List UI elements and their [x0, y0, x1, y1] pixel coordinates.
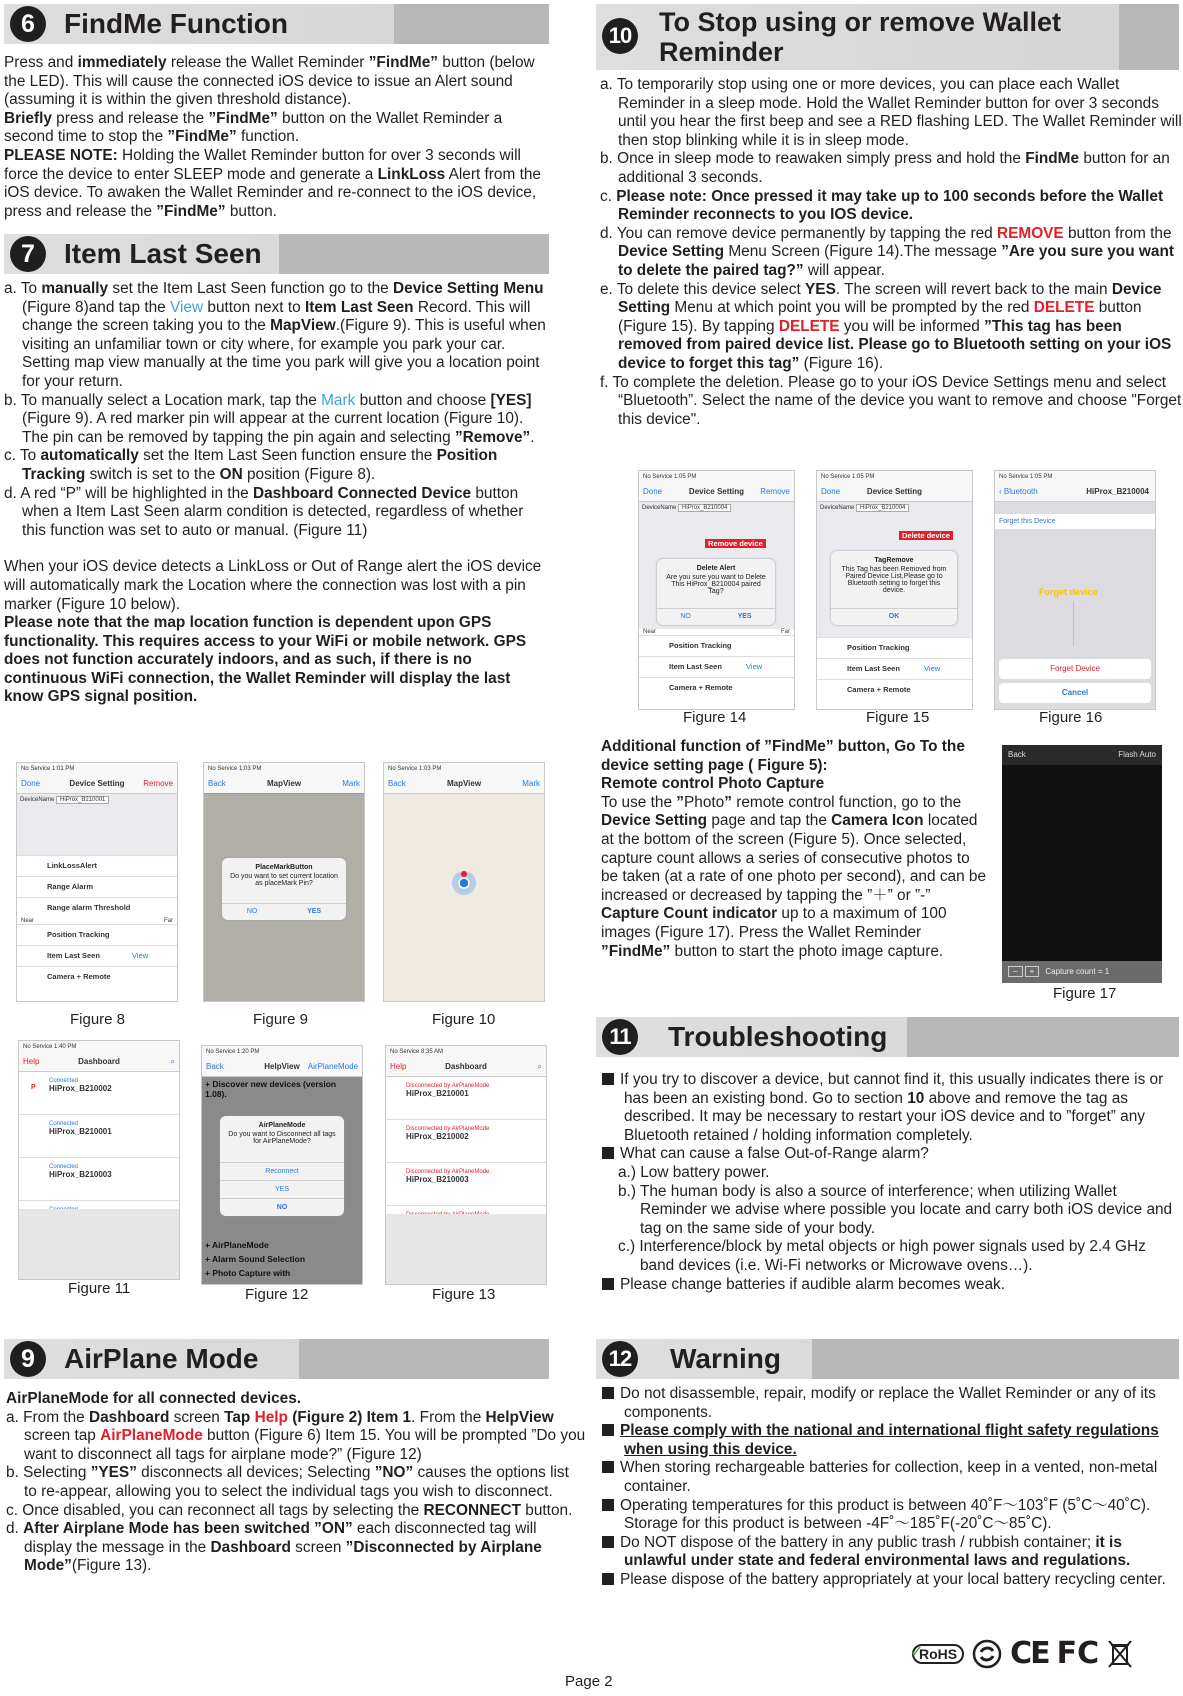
remove-device-label: Remove device — [705, 539, 766, 548]
figure-17-caption: Figure 17 — [1053, 985, 1117, 1002]
header-bar — [907, 1017, 1179, 1057]
additional-function-body: Additional function of ”FindMe” button, Go To the device setting page ( Figure 5): Remote control Photo Capture To use the ”Photo” remote control function, go to the Device Setting page and tap the Camera Icon located at the bottom of the screen (Figure 5). Once selected, capture count allows a series of consecutive photos to be taken (at a rate of one photo per second), and can be increased or decreased by tapping the ”＋” or ”-” Capture Count indicator up to a maximum of 100 images (Figure 17). Press the Wallet Reminder ”FindMe” button to start the photo image capture. — [601, 738, 987, 960]
forget-device-label: Forget device — [1039, 587, 1098, 597]
section-number: 12 — [602, 1341, 638, 1377]
figure-9-caption: Figure 9 — [253, 1011, 309, 1028]
section-12-body: Do not disassemble, repair, modify or replace the Wallet Reminder or any of its components. Please comply with the national and international flight safety regulations when using this device. When storing rechargeable batteries for collection, keep in a vented, non-metal container. Operating temperatures for this product is between 40˚F～103˚F (5˚C～40˚C). Storage for this product is between -4F˚～185˚F(-20˚C～85˚C). Do NOT dispose of the battery in any public trash / rubbish container; it is unlawful under state and federal environmental laws and regulations. Please dispose of the battery appropriately at your local battery recycling center. — [602, 1385, 1182, 1590]
header-bar — [394, 4, 549, 44]
map-pin-icon — [449, 868, 479, 898]
section-number: 9 — [10, 1341, 46, 1377]
figure-16-screenshot: No Service 1:05 PM ‹ Bluetooth HiProx_B210004 Forget this Device Forget device Forget Device Cancel — [994, 470, 1156, 710]
recycle-icon — [972, 1639, 1002, 1669]
section-6-body: Press and immediately release the Wallet Reminder ”FindMe” button (below the LED). This will cause the connected iOS device to issue an Alert sound (assuming it is within the given threshold distance). Briefly press and release the ”FindMe” button on the Wallet Reminder a second time to stop the ”FindMe” function. PLEASE NOTE: Holding the Wallet Reminder button for over 3 seconds will force the device to enter SLEEP mode and generate a LinkLoss Alert from the iOS device. To awaken the Wallet Reminder and re-connect to the iOS device, press and release the ”FindMe” button. — [4, 54, 541, 220]
section-7-header — [4, 234, 549, 274]
fcc-mark: FC — [1056, 1636, 1100, 1671]
figure-15-screenshot: No Service 1:05 PM Done Device Setting DeviceName HiProx_B210004 Delete device TagRemove This Tag has been Removed from Paired Device List,Please go to Bluetooth setting to forget this device. OK Position Tracking Item Last Seen View Camera + Remote — [816, 470, 973, 710]
section-12-header — [596, 1339, 1179, 1379]
section-title: Troubleshooting — [668, 1021, 888, 1052]
header-bar — [812, 1339, 1179, 1379]
section-11-header — [596, 1017, 1179, 1057]
figure-10-caption: Figure 10 — [432, 1011, 496, 1028]
figure-15-caption: Figure 15 — [866, 709, 930, 726]
figure-14-screenshot: No Service 1:05 PM Done Device Setting Remove DeviceName HiProx_B210004 Remove device Delete Alert Are you sure you want to Delete This HiProx_B210004 paired Tag? NO YES Near Far Position Tracking Item Last Seen View Camera + Remote — [638, 470, 795, 710]
figure-11-screenshot: No Service 1:40 PM Help Dashboard ⌕ Connected HiProx_B210002 P Connected HiProx_B210001 Connected HiProx_B210003 — [18, 1040, 180, 1280]
figure-14-caption: Figure 14 — [683, 709, 747, 726]
figure-16-caption: Figure 16 — [1039, 709, 1103, 726]
page-number: Page 2 — [565, 1673, 613, 1690]
header-bar — [279, 234, 549, 274]
figure-10-screenshot: No Service 1:03 PM Back MapView Mark — [383, 762, 545, 1002]
figure-17-screenshot: Back Flash Auto − + Capture count = 1 — [1002, 745, 1162, 983]
section-9-body: AirPlaneMode for all connected devices. a. From the Dashboard screen Tap Help (Figure 2) Item 1. From the HelpView screen tap AirPlaneMode button (Figure 6) Item 15. You will be prompted ”Do you want to disconnect all tags for airplane mode?” (Figure 12) b. Selecting ”YES” disconnects all devices; Selecting ”NO” causes the options list to re-appear, allowing you to select the individual tags you wish to disconnect. c. Once disabled, you can reconnect all tags by selecting the RECONNECT button. d. After Airplane Mode has been switched ”ON” each disconnected tag will display the message in the Dashboard screen ”Disconnected by Airplane Mode”(Figure 13). — [6, 1390, 586, 1575]
figure-8-screenshot: No Service 1:01 PM Done Device Setting Remove DeviceName HiProx_B210001 LinkLossAlert Range Alarm Range alarm Threshold Near Far Position Tracking Item Last Seen View Camera + Remote — [16, 762, 178, 1002]
section-6-header — [4, 4, 549, 44]
section-number: 11 — [602, 1019, 638, 1055]
figure-8-caption: Figure 8 — [70, 1011, 126, 1028]
compliance-marks — [912, 1636, 1133, 1671]
section-number: 10 — [602, 18, 638, 54]
section-title: To Stop using or remove Wallet Reminder — [659, 7, 1062, 67]
figure-13-screenshot: No Service 8:35 AM Help Dashboard ⌕ Disconnected by AirPlaneMode HiProx_B210001 Disconnected by AirPlaneMode HiProx_B210002 Disconnected by AirPlaneMode HiProx_B210003 — [385, 1045, 547, 1285]
section-11-body: If you try to discover a device, but cannot find it, this usually indicates there is or has been an existing bond. Go to section 10 above and remove the tag as described. It may be necessary to restart your iOS device and to ”forget” any Bluetooth retained / holding information completely. What can cause a false Out-of-Range alarm? a.) Low battery power. b.) The human body is also a source of interference; when utilizing Wallet Reminder we advise where possible you locate and carry both iOS device and tag on the same side of your body. c.) Interference/block by metal objects or high power signals used by 2.4 GHz band devices (i.e. Wi-Fi networks or Microwave ovens…). Please change batteries if audible alarm becomes weak. — [602, 1071, 1182, 1294]
section-10-header — [596, 4, 1179, 70]
section-number: 7 — [10, 236, 46, 272]
figure-9-screenshot: No Service 1:03 PM Back MapView Mark PlaceMarkButton Do you want to set current location as placeMark Pin? NO YES — [203, 762, 365, 1002]
header-bar — [1119, 4, 1179, 70]
weee-bin-icon — [1107, 1638, 1133, 1670]
figure-12-screenshot: No Service 1:20 PM Back HelpView AirPlaneMode + Discover new devices (version 1.08). AirPlaneMode Do you want to Disconnect all tags for AirPlaneMode? Reconnect YES NO + AirPlaneMode + Alarm Sound Selection + Photo Capture with — [201, 1045, 363, 1285]
section-title: Item Last Seen — [64, 238, 262, 269]
figure-13-caption: Figure 13 — [432, 1286, 496, 1303]
section-title: AirPlane Mode — [64, 1343, 259, 1374]
section-title: FindMe Function — [64, 8, 288, 39]
delete-device-label: Delete device — [899, 531, 953, 540]
section-7-body: a. To manually set the Item Last Seen function go to the Device Setting Menu (Figure 8)and tap the View button next to Item Last Seen Record. This will change the screen taking you to the MapView.(Figure 9). This is useful when visiting an unfamiliar town or city where, for example you park your car. Setting map view manually at the time you park will give you a location point for your return. b. To manually select a Location mark, tap the Mark button and choose [YES](Figure 9). A red marker pin will appear at the current location (Figure 10). The pin can be removed by tapping the pin again and selecting ”Remove”. c. To automatically set the Item Last Seen function ensure the Position Tracking switch is set to the ON position (Figure 8). d. A red “P” will be highlighted in the Dashboard Connected Device button when a Item Last Seen alarm condition is detected, regardless of whether this function was set to auto or manual. (Figure 11) When your iOS device detects a LinkLoss or Out of Range alert the iOS device will automatically mark the Location where the connection was lost with a pin marker (Figure 10 below). Please note that the map location function is dependent upon GPS functionality. This requires access to your WiFi or mobile network. GPS does not function accurately indoors, and as such, if there is no continuous WiFi connection, the Wallet Reminder will display the last know GPS signal position. — [4, 280, 546, 706]
figure-11-caption: Figure 11 — [68, 1280, 131, 1297]
rohs-mark: ✓ RoHS — [912, 1644, 964, 1664]
section-9-header — [4, 1339, 549, 1379]
figure-12-caption: Figure 12 — [245, 1286, 309, 1303]
section-10-body: a. To temporarily stop using one or more devices, you can place each Wallet Reminder in a sleep mode. Hold the Wallet Reminder button for over 3 seconds until you hear the first beep and see a RED flashing LED. The Wallet Reminder will then stop blinking while it is in sleep mode. b. Once in sleep mode to reawaken simply press and hold the FindMe button for an additional 3 seconds. c. Please note: Once pressed it may take up to 100 seconds before the Wallet Reminder reconnects to you IOS device. d. You can remove device permanently by tapping the red REMOVE button from the Device Setting Menu Screen (Figure 14).The message ”Are you sure you want to delete the paired tag?” will appear. e. To delete this device select YES. The screen will revert back to the main Device Setting Menu at which point you will be prompted by the red DELETE button (Figure 15). By tapping DELETE you will be informed ”This tag has been removed from paired device list. Please go to Bluetooth setting on your iOS device to forget this tag” (Figure 16). f. To complete the deletion. Please go to your iOS Device Settings menu and select “Bluetooth”. Select the name of the device you want to remove and choose "Forget this device". — [600, 76, 1182, 428]
ce-mark: CE — [1010, 1636, 1049, 1671]
section-title: Warning — [670, 1343, 781, 1374]
section-number: 6 — [10, 6, 46, 42]
header-bar — [299, 1339, 549, 1379]
